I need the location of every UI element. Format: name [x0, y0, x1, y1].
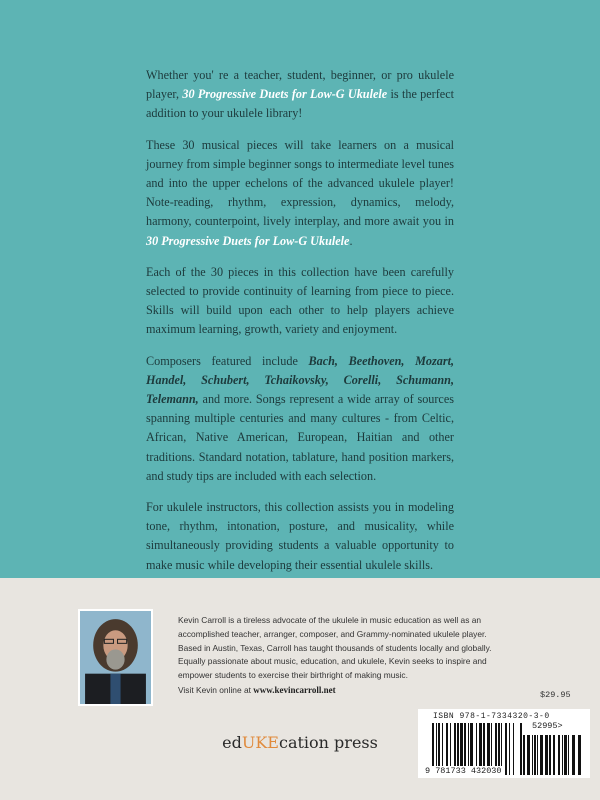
text: Composers featured include — [146, 353, 309, 368]
ean-number: 9 781733 432030 — [425, 766, 502, 776]
paragraph-5: For ukulele instructors, this collection assists you in modeling tone, rhythm, intonation, posture, and musicality, while simultaneously providing students a valuable opportunity to make music while developing their essential ukulele skills. — [146, 500, 454, 572]
isbn-number: ISBN 978-1-7334320-3-0 — [433, 712, 550, 721]
isbn-barcode — [418, 709, 590, 778]
paragraph-3: Each of the 30 pieces in this collection have been carefully selected to provide continuity of learning from piece to piece. Skills will build upon each other to help players achieve maximum learning, growth, variety and enjoyment. — [146, 264, 454, 337]
barcode-bar — [532, 735, 533, 775]
composers: Bach, Beethoven, Mozart, Handel, Schubert, Tchaikovsky, Corelli, Schumann, Telemann, — [146, 353, 455, 407]
text: . — [349, 233, 353, 248]
logo-part-accent: UKE — [241, 733, 279, 752]
barcode-addon: 52995> — [532, 721, 563, 731]
barcode-bar — [558, 735, 560, 775]
barcode-bar — [578, 735, 581, 775]
paragraph-2 — [146, 136, 454, 251]
author-photo — [78, 609, 153, 706]
barcode-bar — [527, 735, 530, 775]
barcode-bar — [537, 735, 538, 775]
barcode-bar — [505, 723, 507, 775]
book-title: 30 Progressive Duets for Low-G Ukulele — [146, 233, 350, 248]
barcode-bar — [545, 735, 548, 775]
barcode-bar — [562, 735, 563, 775]
logo-part: ed — [222, 733, 242, 752]
barcode-bar — [553, 735, 555, 775]
text: These 30 musical pieces will take learners on a musical journey from simple beginner songs to intermediate level tunes and into the upper echelons of the advanced ukulele player! Note-reading, rhythm, expression, dynamics, melody, harmony, counterpoint, lively interplay, and more await you in — [146, 137, 454, 229]
barcode-bar — [534, 735, 536, 775]
barcode-bar — [540, 735, 543, 775]
barcode-bar — [509, 723, 510, 775]
barcode-bar — [520, 723, 522, 775]
paragraph-1 — [146, 66, 454, 124]
visit-label: Visit Kevin online at — [178, 685, 254, 695]
barcode-bar — [523, 735, 525, 775]
author-website-link[interactable]: www.kevincarroll.net — [253, 685, 336, 695]
description — [146, 66, 454, 587]
barcode-bar — [513, 723, 514, 775]
paragraph-4 — [146, 352, 454, 486]
text: Whether you' re a teacher, student, beginner, or pro ukulele player, — [146, 68, 454, 102]
barcode-bar — [549, 735, 551, 775]
price: $29.95 — [540, 690, 571, 700]
author-website-line — [178, 685, 336, 695]
book-title: 30 Progressive Duets for Low-G Ukulele — [182, 87, 388, 102]
barcode-bar — [568, 735, 569, 775]
barcode-bar — [564, 735, 567, 775]
text: is the perfect addition to your ukulele library! — [146, 87, 455, 121]
barcode-bar — [572, 735, 575, 775]
publisher-logo — [220, 733, 380, 752]
author-bio: Kevin Carroll is a tireless advocate of the ukulele in music education as well as an accomplished teacher, arranger, composer, and Grammy-nominated ukulele player. Based in Austin, Texas, Carroll has taught thousands of students locally and globally. Equally passionate about music, education, and ukulele, Kevin seeks to inspire and empower students to exercise their birthright of making music. — [178, 615, 492, 681]
text: and more. Songs represent a wide array of sources spanning multiple centuries and many cultures - from Celtic, African, Native American, European, Haitian and other traditions. Standard notation, tablature, hand position markers, and study tips are included with each selection. — [146, 392, 454, 483]
logo-part: cation press — [278, 733, 378, 752]
